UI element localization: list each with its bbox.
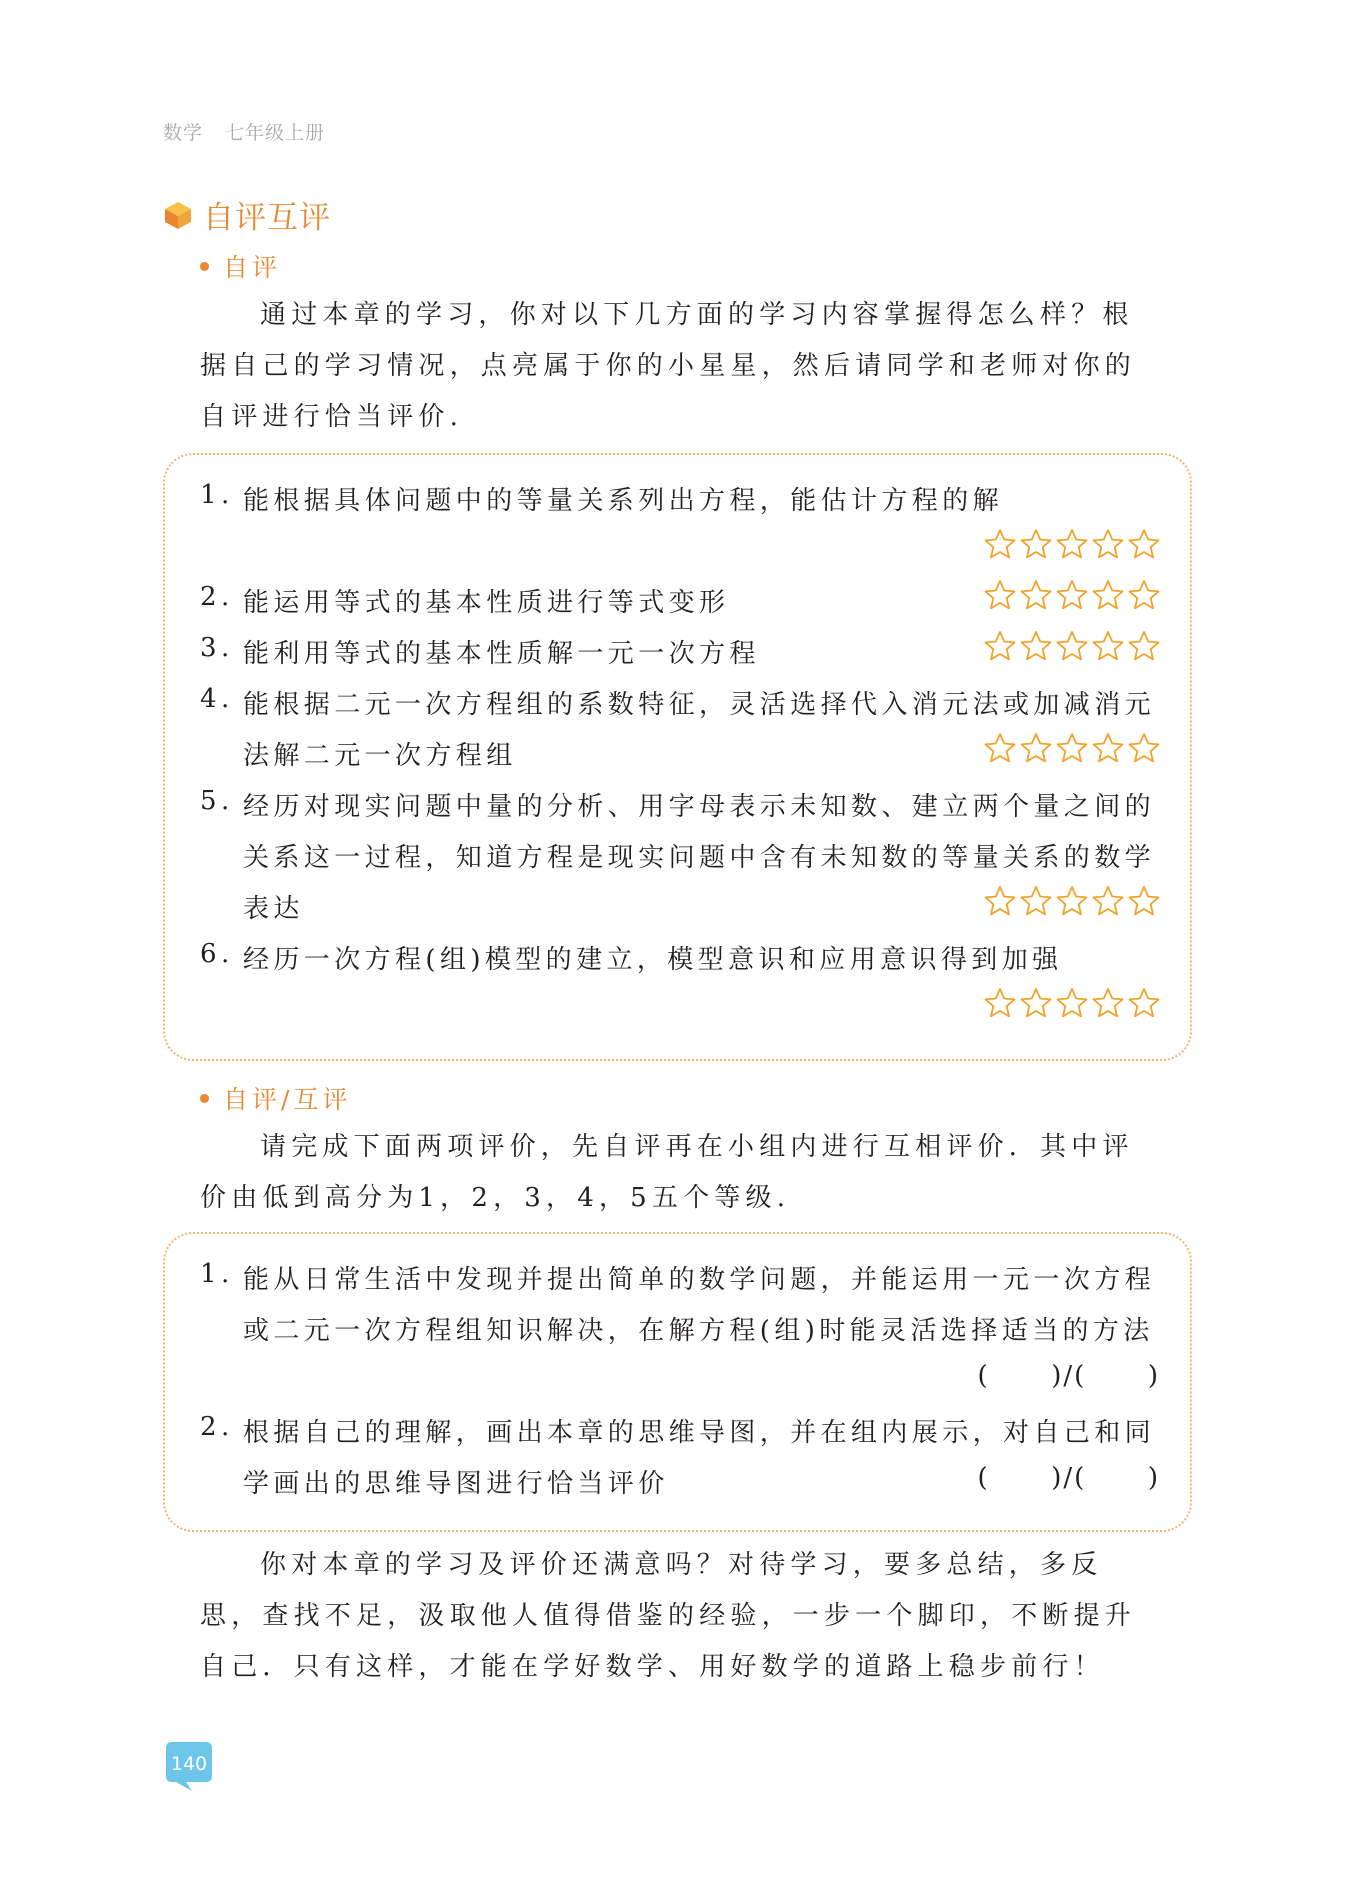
- star-icon[interactable]: [984, 987, 1016, 1019]
- subheading-self-eval: [200, 248, 281, 284]
- item-number: 6.: [200, 939, 234, 969]
- item-number: 5.: [200, 786, 234, 816]
- header-subject: 数学: [163, 122, 204, 144]
- star-icon[interactable]: [1020, 528, 1052, 560]
- star-icon[interactable]: [1128, 885, 1160, 917]
- star-icon[interactable]: [1020, 630, 1052, 662]
- item-text-line: 能利用等式的基本性质解一元一次方程: [243, 639, 760, 669]
- item-text-line: 或二元一次方程组知识解决，在解方程(组)时能灵活选择适当的方法: [243, 1316, 1154, 1346]
- self-eval-intro: 通过本章的学习，你对以下几方面的学习内容掌握得怎么样？根据自己的学习情况，点亮属于你的小星星，然后请同学和老师对你的自评进行恰当评价.: [200, 300, 1137, 432]
- peer-eval-intro: 请完成下面两项评价，先自评再在小组内进行互相评价．其中评价由低到高分为1，2，3，4，5五个等级.: [200, 1132, 1134, 1213]
- cube-icon: [163, 200, 193, 230]
- star-icon[interactable]: [1092, 579, 1124, 611]
- star-icon[interactable]: [984, 579, 1016, 611]
- star-icon[interactable]: [1092, 732, 1124, 764]
- star-icon[interactable]: [1020, 987, 1052, 1019]
- star-rating-4[interactable]: [984, 732, 1160, 764]
- item-number: 3.: [200, 633, 234, 663]
- item-number: 2.: [200, 1412, 234, 1442]
- star-icon[interactable]: [984, 885, 1016, 917]
- item-number: 2.: [200, 582, 234, 612]
- score-blank[interactable]: ( )/( ): [977, 1463, 1160, 1493]
- item-number: 1.: [200, 480, 234, 510]
- item-text-line: 经历对现实问题中量的分析、用字母表示未知数、建立两个量之间的: [243, 792, 1156, 822]
- star-icon[interactable]: [984, 630, 1016, 662]
- item-text-line: 根据自己的理解，画出本章的思维导图，并在组内展示，对自己和同: [243, 1418, 1156, 1448]
- page-number-badge: [162, 1738, 216, 1792]
- star-icon[interactable]: [984, 732, 1016, 764]
- star-icon[interactable]: [1092, 987, 1124, 1019]
- subheading-text: 自评/互评: [223, 1085, 352, 1114]
- header-grade: 七年级上册: [225, 122, 326, 144]
- star-icon[interactable]: [1056, 579, 1088, 611]
- item-text-line: 学画出的思维导图进行恰当评价: [243, 1469, 669, 1499]
- star-icon[interactable]: [1020, 579, 1052, 611]
- item-text-line: 表达: [243, 894, 304, 924]
- item-text-line: 能运用等式的基本性质进行等式变形: [243, 588, 730, 618]
- star-icon[interactable]: [1128, 630, 1160, 662]
- section-title: [163, 192, 331, 237]
- subheading-text: 自评: [223, 253, 282, 282]
- item-text-line: 法解二元一次方程组: [243, 741, 517, 771]
- star-rating-6[interactable]: [984, 987, 1160, 1019]
- score-blank[interactable]: ( )/( ): [977, 1361, 1160, 1391]
- star-icon[interactable]: [1128, 528, 1160, 560]
- bullet-dot: [200, 1094, 209, 1103]
- item-text-line: 能根据具体问题中的等量关系列出方程，能估计方程的解: [243, 486, 1004, 516]
- star-rating-1[interactable]: [984, 528, 1160, 560]
- star-icon[interactable]: [1092, 630, 1124, 662]
- star-icon[interactable]: [1020, 885, 1052, 917]
- star-icon[interactable]: [1020, 732, 1052, 764]
- star-icon[interactable]: [1056, 885, 1088, 917]
- star-rating-3[interactable]: [984, 630, 1160, 662]
- star-icon[interactable]: [1056, 630, 1088, 662]
- subheading-peer-eval: [200, 1080, 351, 1116]
- star-icon[interactable]: [1092, 528, 1124, 560]
- star-icon[interactable]: [1128, 732, 1160, 764]
- star-rating-5[interactable]: [984, 885, 1160, 917]
- star-rating-2[interactable]: [984, 579, 1160, 611]
- star-icon[interactable]: [984, 528, 1016, 560]
- running-header: [163, 118, 347, 145]
- item-number: 1.: [200, 1259, 234, 1289]
- bullet-dot: [200, 262, 209, 271]
- item-text-line: 关系这一过程，知道方程是现实问题中含有未知数的等量关系的数学: [243, 843, 1156, 873]
- star-icon[interactable]: [1056, 732, 1088, 764]
- item-text-line: 能根据二元一次方程组的系数特征，灵活选择代入消元法或加减消元: [243, 690, 1156, 720]
- star-icon[interactable]: [1128, 579, 1160, 611]
- star-icon[interactable]: [1056, 528, 1088, 560]
- item-text-line: 经历一次方程(组)模型的建立，模型意识和应用意识得到加强: [243, 945, 1063, 975]
- item-text-line: 能从日常生活中发现并提出简单的数学问题，并能运用一元一次方程: [243, 1265, 1156, 1295]
- star-icon[interactable]: [1128, 987, 1160, 1019]
- star-icon[interactable]: [1056, 987, 1088, 1019]
- section-title-text: 自评互评: [203, 200, 331, 236]
- closing-paragraph: 你对本章的学习及评价还满意吗？对待学习，要多总结，多反思，查找不足，汲取他人值得借鉴的经验，一步一个脚印，不断提升自己．只有这样，才能在学好数学、用好数学的道路上稳步前行！: [200, 1550, 1137, 1682]
- page-number: 140: [170, 1753, 208, 1775]
- star-icon[interactable]: [1092, 885, 1124, 917]
- item-number: 4.: [200, 684, 234, 714]
